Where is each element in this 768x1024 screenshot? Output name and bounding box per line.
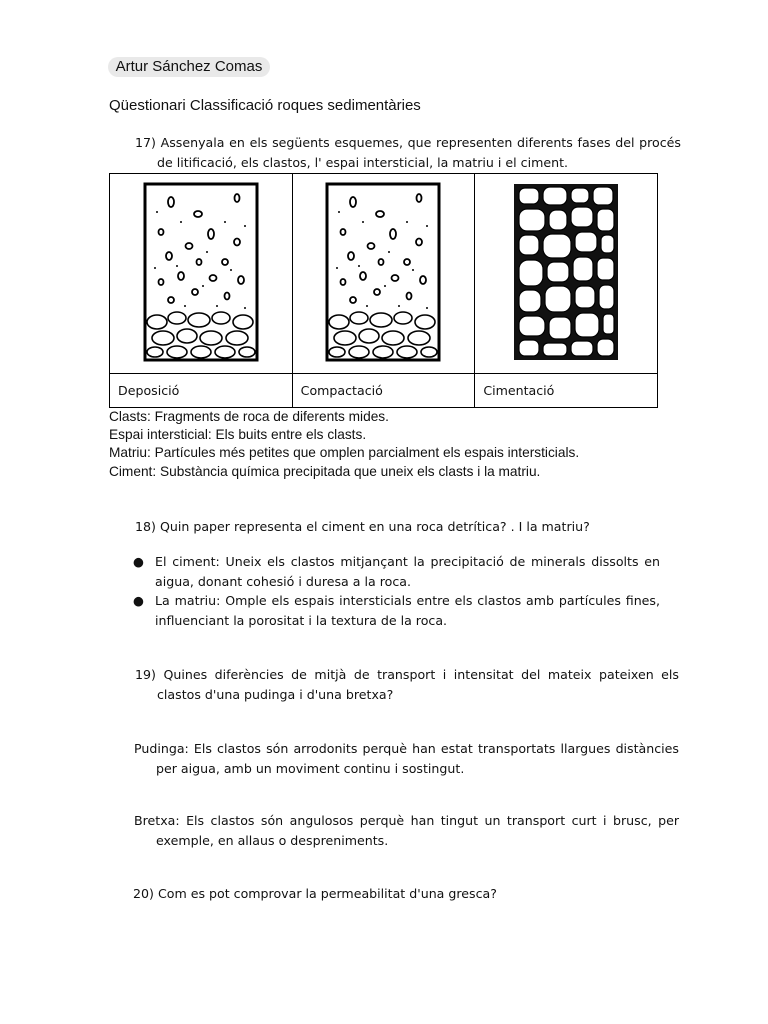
figure-label-cementation: Cimentació — [475, 374, 658, 408]
answer-matrix-text: La matriu: Omple els espais intersticials entre els clastos amb partícules fines, influenciant la porositat i la textura de la roca. — [155, 593, 660, 628]
sediment-cementation-icon — [511, 182, 621, 362]
bullet-icon: ● — [133, 593, 144, 608]
deposition-cell — [110, 174, 293, 374]
sediment-compaction-icon — [323, 182, 443, 362]
definition-matrix: Matriu: Partícules més petites que omplen parcialment els espais intersticials. — [109, 445, 580, 461]
definitions-list — [109, 408, 579, 481]
question-20: 20) Com es pot comprovar la permeabilitat d'una gresca? — [133, 886, 497, 901]
litification-figure-table — [109, 173, 658, 408]
figure-label-deposition: Deposició — [110, 374, 293, 408]
cementation-cell — [475, 174, 658, 374]
answer-cement-text: El ciment: Uneix els clastos mitjançant la precipitació de minerals dissolts en aigua, donant cohesió i duresa a la roca. — [155, 554, 660, 589]
definition-interstitial-space: Espai intersticial: Els buits entre els clasts. — [109, 427, 367, 443]
answer-bretxa: Bretxa: Els clastos són angulosos perquè han tingut un transport curt i brusc, per exemple, en allaus o despreniments. — [134, 813, 679, 848]
question-19: 19) Quines diferències de mitjà de transport i intensitat del mateix pateixen els clastos d'una pudinga i d'una bretxa? — [135, 667, 679, 702]
answer-cement — [133, 552, 660, 591]
compaction-cell — [292, 174, 475, 374]
document-title: Qüestionari Classificació roques sedimentàries — [109, 97, 421, 114]
sediment-deposition-icon — [141, 182, 261, 362]
question-17: 17) Assenyala en els següents esquemes, que representen diferents fases del procés de litificació, els clastos, l' espai intersticial, la matriu i el ciment. — [135, 135, 681, 170]
definition-clasts: Clasts: Fragments de roca de diferents mides. — [109, 409, 389, 424]
answer-matrix — [133, 591, 660, 630]
answer-pudinga: Pudinga: Els clastos són arrodonits perquè han estat transportats llargues distàncies per aigua, amb un moviment continu i sostingut. — [134, 741, 679, 776]
question-18: 18) Quin paper representa el ciment en una roca detrítica? . I la matriu? — [135, 519, 590, 534]
figure-label-compaction: Compactació — [292, 374, 475, 408]
definition-cement: Ciment: Substància química precipitada que uneix els clasts i la matriu. — [109, 463, 541, 479]
bullet-icon: ● — [133, 554, 144, 569]
answers-18-list — [133, 552, 660, 630]
author-name: Artur Sánchez Comas — [108, 57, 270, 77]
